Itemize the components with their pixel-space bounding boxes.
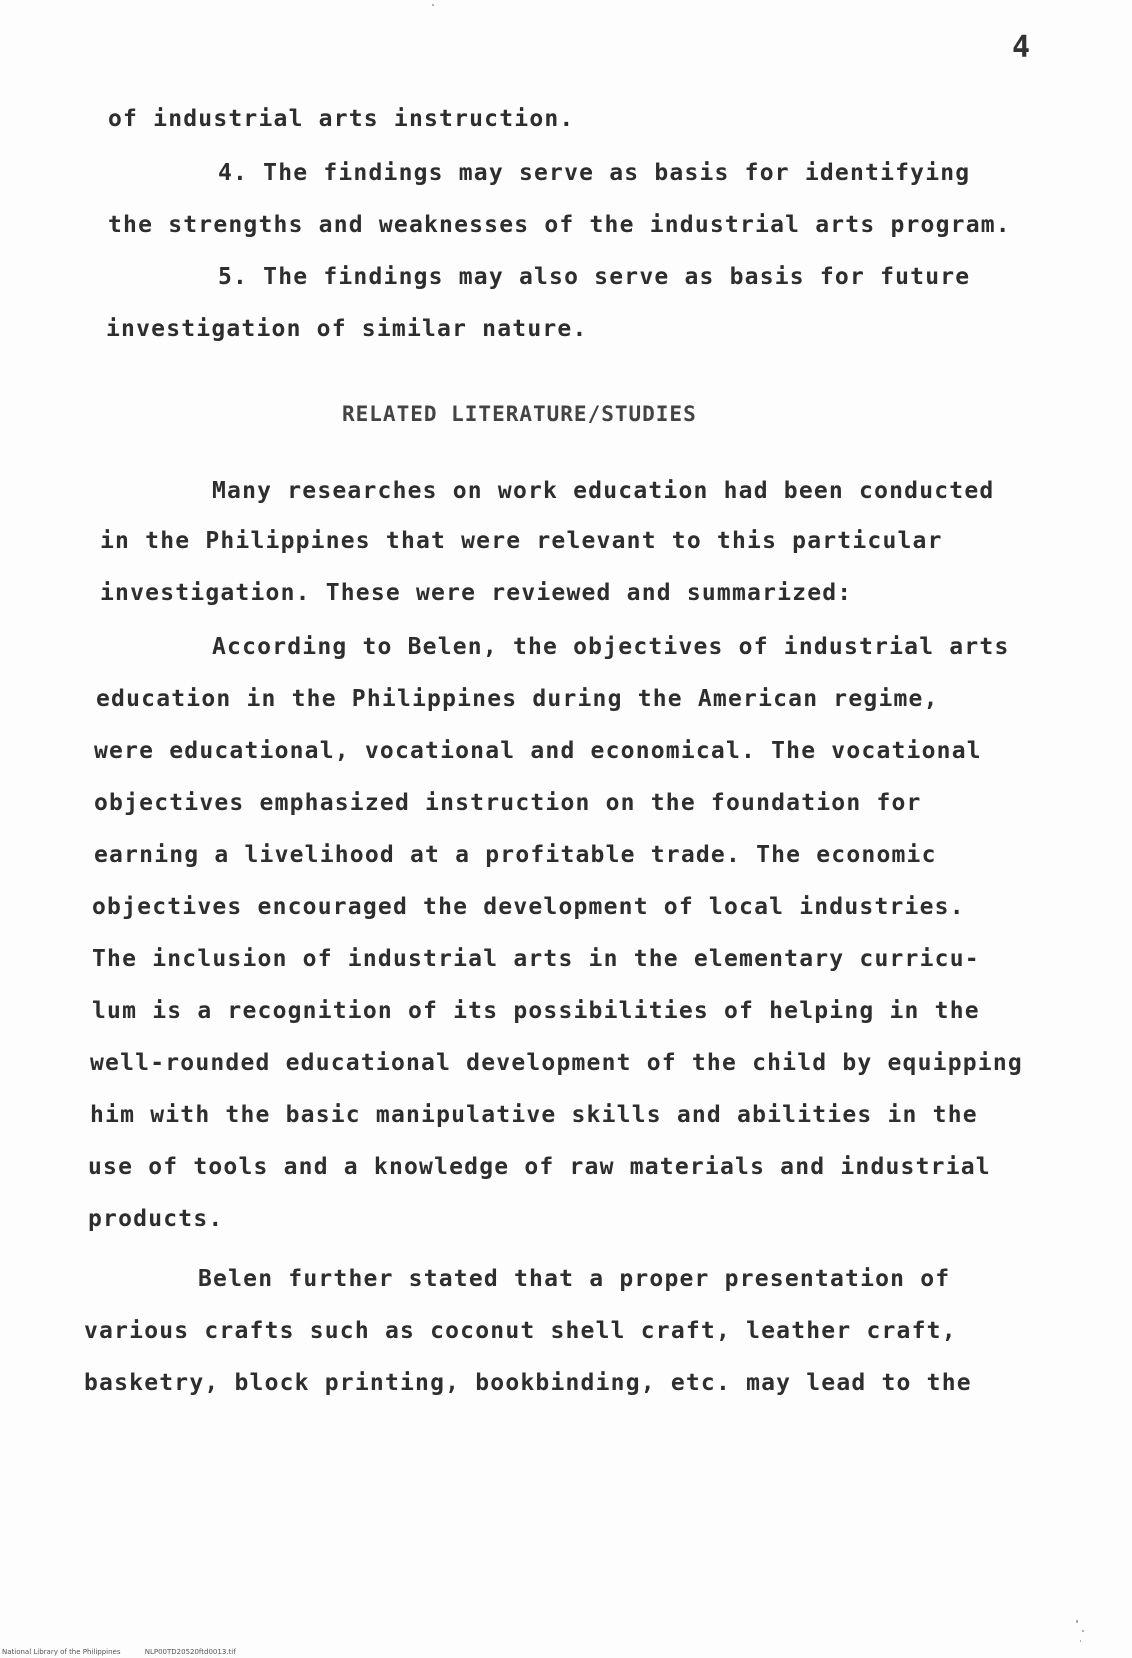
text-line: objectives encouraged the development of local industries. — [92, 894, 965, 920]
text-line: well-rounded educational development of the child by equipping — [90, 1050, 1023, 1076]
text-line: objectives emphasized instruction on the foundation for — [94, 790, 922, 816]
text-line: 4. The findings may serve as basis for identifying — [218, 160, 971, 186]
text-line: in the Philippines that were relevant to this particular — [100, 528, 943, 554]
footer-library: National Library of the Philippines — [2, 1648, 121, 1656]
scan-speck — [432, 4, 434, 6]
text-line: education in the Philippines during the American regime, — [96, 686, 939, 712]
page-number: 4 — [1012, 30, 1031, 65]
text-line: various crafts such as coconut shell craft, leather craft, — [84, 1318, 957, 1344]
text-line: lum is a recognition of its possibilities of helping in the — [92, 998, 980, 1024]
text-line: of industrial arts instruction. — [108, 106, 575, 132]
text-line: Belen further stated that a proper presentation of — [198, 1266, 951, 1292]
text-line: 5. The findings may also serve as basis for future — [218, 264, 971, 290]
text-line: use of tools and a knowledge of raw materials and industrial — [88, 1154, 991, 1180]
text-line: investigation. These were reviewed and summarized: — [100, 580, 853, 606]
text-line: the strengths and weaknesses of the industrial arts program. — [108, 212, 1011, 238]
text-line: him with the basic manipulative skills and abilities in the — [90, 1102, 978, 1128]
text-line: The inclusion of industrial arts in the elementary curricu- — [92, 946, 980, 972]
text-line: investigation of similar nature. — [106, 316, 588, 342]
scan-speck — [1076, 1620, 1078, 1623]
text-line: According to Belen, the objectives of industrial arts — [212, 634, 1010, 660]
scan-speck — [1082, 1630, 1084, 1632]
section-heading: RELATED LITERATURE/STUDIES — [342, 402, 697, 426]
scan-speck — [1080, 1640, 1081, 1642]
text-line: earning a livelihood at a profitable trade. The economic — [94, 842, 937, 868]
footer-file-id: NLP00TD20520ftd0013.tif — [144, 1648, 236, 1656]
text-line: basketry, block printing, bookbinding, etc. may lead to the — [84, 1370, 972, 1396]
text-line: Many researches on work education had been conducted — [212, 478, 995, 504]
text-line: were educational, vocational and economical. The vocational — [94, 738, 982, 764]
text-line: products. — [88, 1206, 224, 1232]
scan-footer — [2, 1648, 236, 1656]
